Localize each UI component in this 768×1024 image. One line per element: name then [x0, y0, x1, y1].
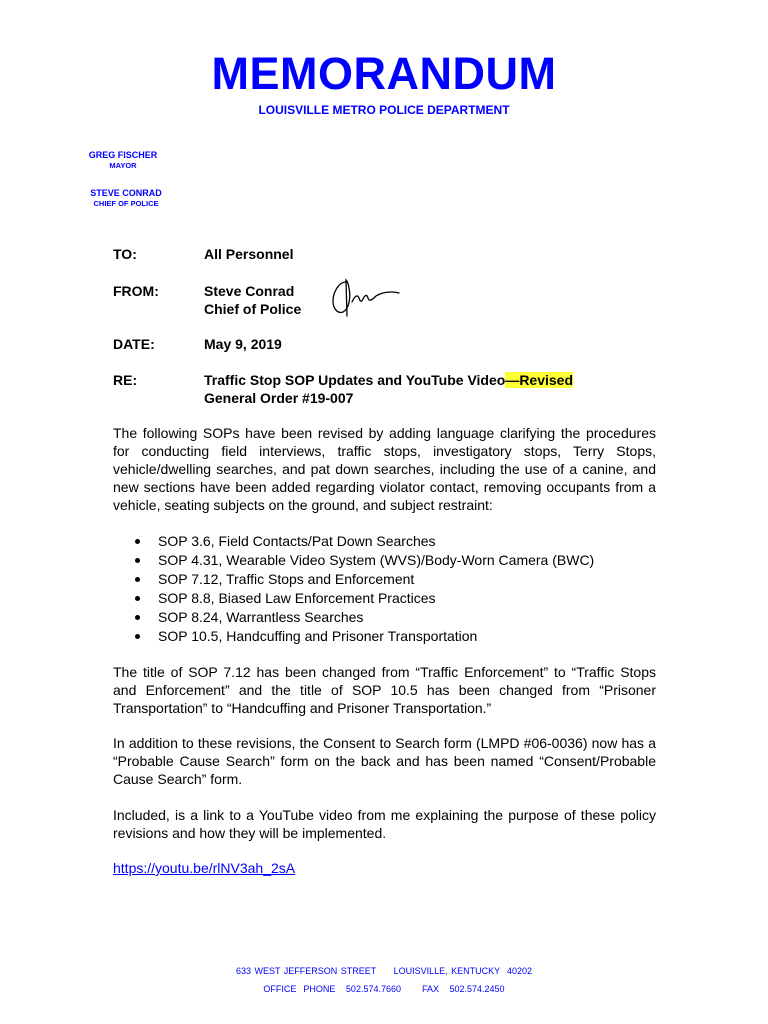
youtube-link[interactable]: https://youtu.be/rlNV3ah_2sA	[113, 860, 296, 876]
re-row	[0, 371, 768, 407]
footer-phones: OFFICE PHONE 502.574.7660 FAX 502.574.2450	[263, 984, 505, 994]
revised-highlight: —Revised	[505, 372, 574, 388]
from-label: FROM:	[113, 283, 159, 299]
to-value: All Personnel	[204, 246, 294, 262]
memo-title: MEMORANDUM	[211, 48, 557, 99]
to-label: TO:	[113, 246, 137, 262]
list-item: SOP 8.8, Biased Law Enforcement Practices	[113, 589, 594, 608]
mayor-title: MAYOR	[109, 161, 137, 170]
re-order: General Order #19-007	[204, 390, 354, 406]
from-name: Steve Conrad	[204, 283, 295, 299]
intro-paragraph: The following SOPs have been revised by adding language clarifying the procedures for conducting field interviews, traffic stops, investigatory stops, Terry Stops, vehicle/dwelling searches, and pat down searches, including the use of a canine, and new sections have been added regarding violator contact, removing occupants from a vehicle, seating subjects on the ground, and subject restraint:	[113, 425, 656, 513]
date-row	[0, 335, 768, 353]
chief-name: STEVE CONRAD	[90, 188, 162, 198]
to-row	[0, 245, 768, 263]
chief-block	[76, 188, 176, 209]
chief-title: CHIEF OF POLICE	[93, 199, 159, 208]
signature-image	[322, 276, 404, 318]
list-item: SOP 8.24, Warrantless Searches	[113, 608, 594, 627]
mayor-name: GREG FISCHER	[88, 150, 158, 160]
video-note-paragraph: Included, is a link to a YouTube video from me explaining the purpose of these policy revisions and how they will be implemented.	[113, 807, 656, 841]
mayor-block	[73, 150, 173, 171]
re-label: RE:	[113, 372, 138, 388]
list-item: SOP 4.31, Wearable Video System (WVS)/Body-Worn Camera (BWC)	[113, 551, 594, 570]
re-subject	[204, 371, 573, 389]
title-change-paragraph: The title of SOP 7.12 has been changed from “Traffic Enforcement” to “Traffic Stops and Enforcement” and the title of SOP 10.5 has been changed from “Prisoner Transportation” to “Handcuffing and Prisoner Transportation.”	[113, 664, 656, 716]
date-value: May 9, 2019	[204, 336, 282, 352]
list-item: SOP 7.12, Traffic Stops and Enforcement	[113, 570, 594, 589]
consent-form-paragraph: In addition to these revisions, the Consent to Search form (LMPD #06-0036) now has a “Probable Cause Search” form on the back and has been named “Consent/Probable Cause Search” form.	[113, 735, 656, 787]
list-item: SOP 10.5, Handcuffing and Prisoner Transportation	[113, 627, 594, 646]
from-title: Chief of Police	[204, 301, 302, 317]
footer-address: 633 WEST JEFFERSON STREET LOUISVILLE, KENTUCKY 40202	[235, 966, 533, 976]
re-subject-text: Traffic Stop SOP Updates and YouTube Video	[204, 372, 506, 388]
date-label: DATE:	[113, 336, 155, 352]
list-item: SOP 3.6, Field Contacts/Pat Down Searches	[113, 532, 594, 551]
department-name: LOUISVILLE METRO POLICE DEPARTMENT	[258, 103, 510, 117]
sop-list	[113, 532, 594, 646]
